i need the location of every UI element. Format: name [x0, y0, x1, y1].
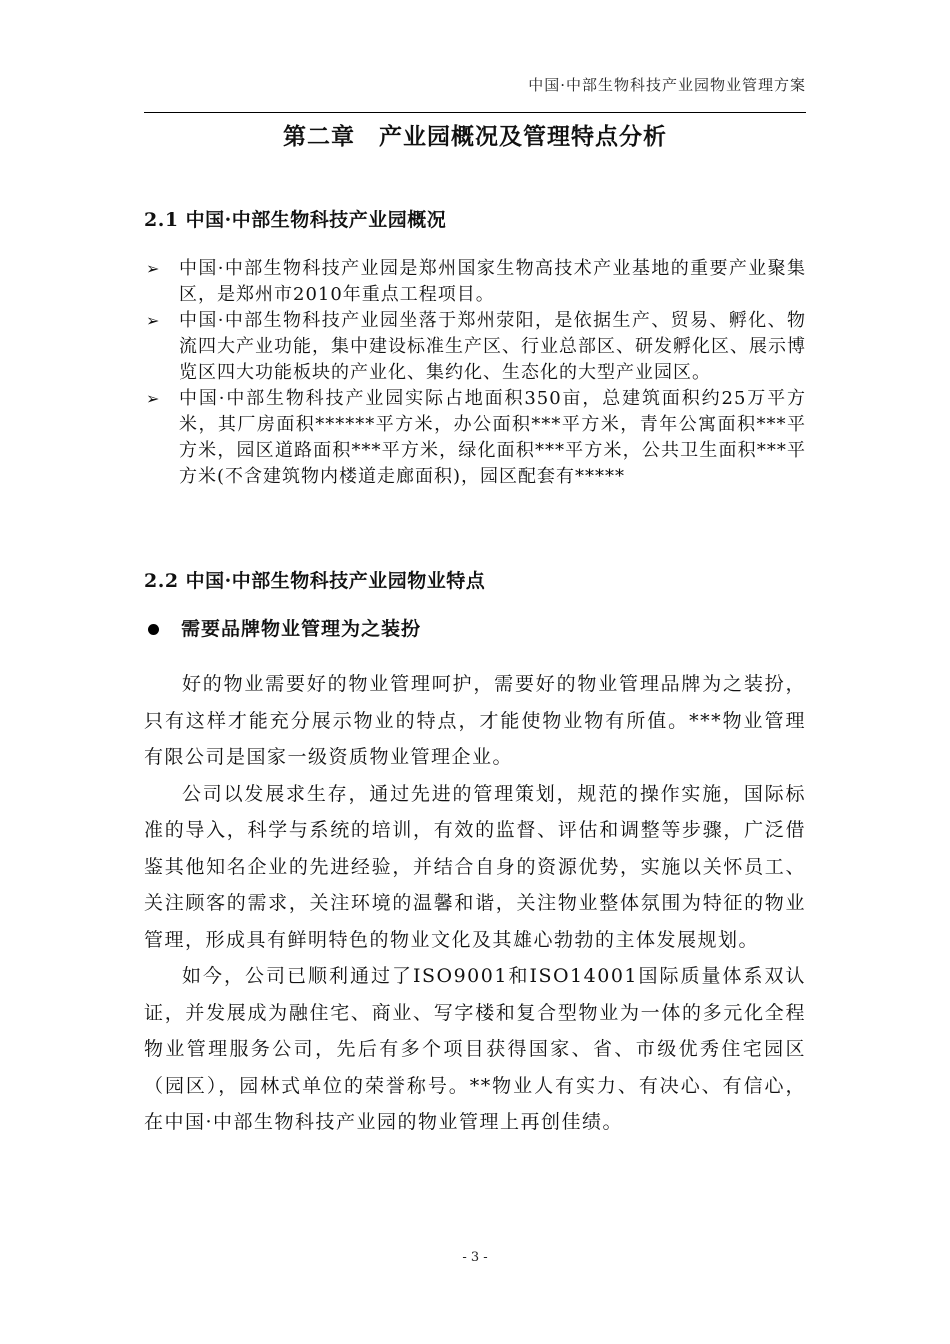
paragraph: 好的物业需要好的物业管理呵护，需要好的物业管理品牌为之装扮，只有这样才能充分展示物业的特点，才能使物业物有所值。***物业管理有限公司是国家一级资质物业管理企业。: [144, 673, 806, 768]
list-item: [144, 256, 806, 308]
arrow-bullet-icon: ➢: [146, 259, 161, 278]
list-item: [144, 386, 806, 490]
body-text: [144, 666, 806, 1141]
running-header: 中国·中部生物科技产业园物业管理方案: [528, 76, 806, 94]
header-rule: [144, 112, 806, 113]
list-item: [144, 308, 806, 386]
paragraph: 如今，公司已顺利通过了ISO9001和ISO14001国际质量体系双认证，并发展成为融住宅、商业、写字楼和复合型物业为一体的多元化全程物业管理服务公司，先后有多个项目获得国家、省、市级优秀住宅园区（园区），园林式单位的荣誉称号。**物业人有实力、有决心、有信心，在中国·中部生物科技产业园的物业管理上再创佳绩。: [144, 965, 806, 1133]
bullet-text: 中国·中部生物科技产业园坐落于郑州荥阳，是依据生产、贸易、孵化、物流四大产业功能，集中建设标准生产区、行业总部区、研发孵化区、展示博览区四大功能板块的产业化、集约化、生态化的大型产业园区。: [179, 310, 806, 383]
filled-circle-bullet-icon: [148, 624, 159, 635]
paragraph: 公司以发展求生存，通过先进的管理策划，规范的操作实施，国际标准的导入，科学与系统的培训，有效的监督、评估和调整等步骤，广泛借鉴其他知名企业的先进经验，并结合自身的资源优势，实施以关怀员工、关注顾客的需求，关注环境的温馨和谐，关注物业整体氛围为特征的物业管理，形成具有鲜明特色的物业文化及其雄心勃勃的主体发展规划。: [144, 782, 806, 951]
sub-heading: [144, 614, 806, 641]
page-number: - 3 -: [462, 1250, 488, 1265]
overview-bullet-list: [144, 256, 806, 490]
arrow-bullet-icon: ➢: [146, 389, 161, 408]
arrow-bullet-icon: ➢: [146, 311, 161, 330]
section-heading-2-1: 2.1 中国·中部生物科技产业园概况: [144, 209, 447, 231]
bullet-text: 中国·中部生物科技产业园是郑州国家生物高技术产业基地的重要产业聚集区，是郑州市2010年重点工程项目。: [179, 258, 806, 305]
sub-heading-text: 需要品牌物业管理为之装扮: [181, 618, 422, 640]
section-heading-2-2: 2.2 中国·中部生物科技产业园物业特点: [144, 570, 486, 592]
bullet-text: 中国·中部生物科技产业园实际占地面积350亩，总建筑面积约25万平方米，其厂房面积******平方米，办公面积***平方米，青年公寓面积***平方米，园区道路面积***平方米，绿化面积***平方米，公共卫生面积***平方米(不含建筑物内楼道走廊面积)，园区配套有*****: [179, 388, 806, 487]
chapter-title: 第二章 产业园概况及管理特点分析: [283, 123, 667, 150]
